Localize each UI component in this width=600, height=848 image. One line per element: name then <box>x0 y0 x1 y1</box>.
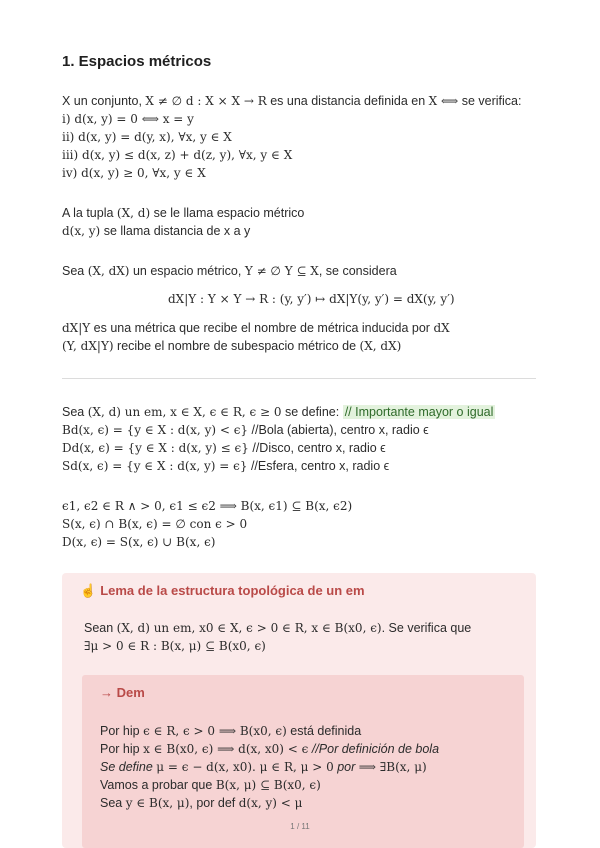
section-title: 1. Espacios métricos <box>62 53 212 70</box>
proof-line-5: Sea y ∈ B(x, μ), por def d(x, y) < μ <box>100 796 303 810</box>
property-2: S(x, ϵ) ∩ B(x, ϵ) = ∅ con ϵ > 0 <box>62 517 248 531</box>
section-divider <box>62 378 536 379</box>
highlight-note: // Importante mayor o igual <box>344 405 494 419</box>
lemma-callout <box>62 573 536 848</box>
proof-line-3: Se define μ = ϵ − d(x, x0). μ ∈ R, μ > 0 por ⟹ ∃B(x, μ) <box>100 760 427 774</box>
proof-line-1: Por hip ϵ ∈ R, ϵ > 0 ⟹ B(x0, ϵ) está definida <box>100 724 362 738</box>
proof-line-4: Vamos a probar que B(x, μ) ⊆ B(x0, ϵ) <box>100 778 321 792</box>
lemma-statement-1: Sean (X, d) un em, x0 ∈ X, ϵ > 0 ∈ R, x ∈ B(x0, ϵ). Se verifica que <box>84 621 472 635</box>
disc-definition: Dd(x, ϵ) = {y ∈ X : d(x, y) ≤ ϵ} //Disco, centro x, radio ϵ <box>62 441 386 455</box>
lemma-statement-2: ∃μ > 0 ∈ R : B(x, μ) ⊆ B(x0, ϵ) <box>84 639 266 653</box>
property-1: ϵ1, ϵ2 ∈ R ∧ > 0, ϵ1 ≤ ϵ2 ⟹ B(x, ϵ1) ⊆ B(x, ϵ2) <box>62 499 353 513</box>
balls-intro: Sea (X, d) un em, x ∈ X, ϵ ∈ R, ϵ ≥ 0 se define: // Importante mayor o igual <box>62 405 494 419</box>
lemma-title[interactable]: ☝ Lema de la estructura topológica de un em <box>80 583 365 598</box>
axiom-2: ii) d(x, y) = d(y, x), ∀x, y ∈ X <box>62 130 232 144</box>
induced-line-4: (Y, dX|Y) recibe el nombre de subespacio métrico de (X, dX) <box>62 339 402 353</box>
tuple-line-1: A la tupla (X, d) se le llama espacio métrico <box>62 206 305 220</box>
pointing-hand-icon: ☝ <box>80 583 97 598</box>
page-number: 1 / 11 <box>290 822 310 831</box>
proof-title[interactable]: → Dem <box>100 685 145 700</box>
sphere-definition: Sd(x, ϵ) = {y ∈ X : d(x, y) = ϵ} //Esfera, centro x, radio ϵ <box>62 459 390 473</box>
ball-definition: Bd(x, ϵ) = {y ∈ X : d(x, y) < ϵ} //Bola (abierta), centro x, radio ϵ <box>62 423 429 437</box>
property-3: D(x, ϵ) = S(x, ϵ) ∪ B(x, ϵ) <box>62 535 216 549</box>
axiom-4: iv) d(x, y) ≥ 0, ∀x, y ∈ X <box>62 166 206 180</box>
induced-formula: dX|Y : Y × Y → R : (y, y′) ↦ dX|Y(y, y′) = dX(y, y′) <box>168 292 455 306</box>
induced-line-3: dX|Y es una métrica que recibe el nombre de métrica inducida por dX <box>62 321 450 335</box>
proof-line-2: Por hip x ∈ B(x0, ϵ) ⟹ d(x, x0) < ϵ //Por definición de bola <box>100 742 440 756</box>
definition-intro: X un conjunto, X ≠ ∅ d : X × X → R es una distancia definida en X ⟺ se verifica: <box>62 94 522 108</box>
tuple-line-2: d(x, y) se llama distancia de x a y <box>62 224 251 238</box>
axiom-1: i) d(x, y) = 0 ⟺ x = y <box>62 112 194 126</box>
axiom-3: iii) d(x, y) ≤ d(x, z) + d(z, y), ∀x, y ∈ X <box>62 148 293 162</box>
induced-line-1: Sea (X, dX) un espacio métrico, Y ≠ ∅ Y ⊆ X, se considera <box>62 264 397 278</box>
